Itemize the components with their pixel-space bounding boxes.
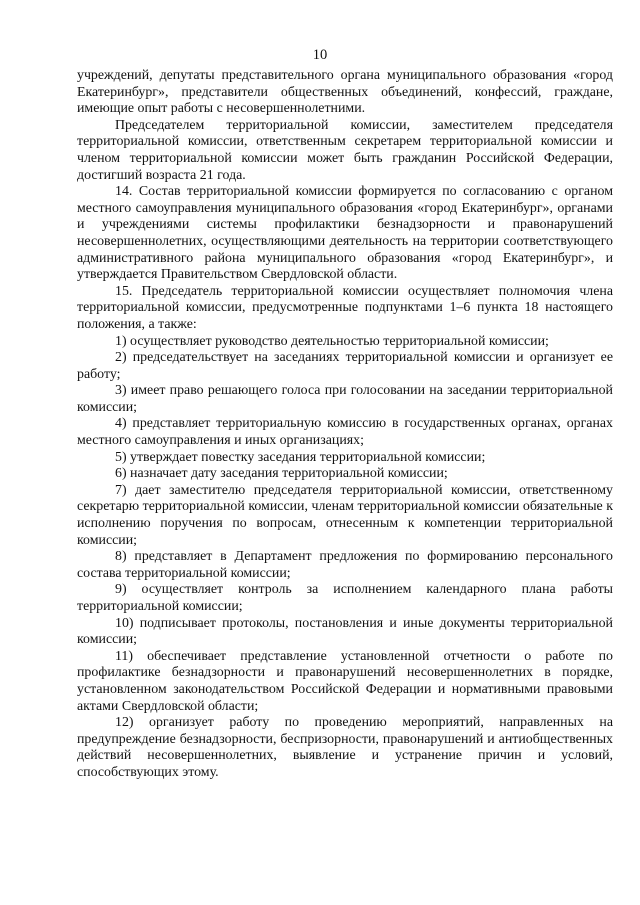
list-item: 11) обеспечивает представление установленной отчетности о работе по профилактике безнадзорности и правонарушений несовершеннолетних в порядке, установленном законодательством Российской Федерации и нормативными правовыми актами Свердловской области;	[77, 648, 613, 714]
list-item: 1) осуществляет руководство деятельностью территориальной комиссии;	[115, 333, 549, 349]
list-item: 7) дает заместителю председателя территориальной комиссии, ответственному секретарю территориальной комиссии, членам территориальной комиссии обязательные к исполнению поручения по вопросам, отнесенным к компетенции территориальной комиссии;	[77, 482, 613, 548]
list-item: 4) представляет территориальную комиссию в государственных органах, органах местного самоуправления и иных организациях;	[77, 416, 613, 449]
paragraph-commission-members: учреждений, депутаты представительного органа муниципального образования «город Екатеринбург», представители общественных объединений, конфессий, граждане, имеющие опыт работы с несовершеннолетними.	[77, 68, 613, 117]
document-body	[77, 68, 613, 782]
list-item: 5) утверждает повестку заседания территориальной комиссии;	[115, 449, 486, 465]
list-item: 12) организует работу по проведению мероприятий, направленных на предупреждение безнадзорности, беспризорности, правонарушений и антиобщественных действий несовершеннолетних, выявление и устранение причин и условий, способствующих этому.	[77, 715, 613, 780]
paragraph-clause-15: 15. Председатель территориальной комиссии осуществляет полномочия члена территориальной комиссии, предусмотренные подпунктами 1–6 пункта 18 настоящего положения, а также:	[77, 283, 613, 332]
list-item: 2) председательствует на заседаниях территориальной комиссии и организует ее работу;	[77, 350, 613, 382]
list-item: 10) подписывает протоколы, постановления и иные документы территориальной комиссии;	[77, 615, 613, 648]
list-item: 6) назначает дату заседания территориальной комиссии;	[115, 466, 448, 482]
page-number: 10	[312, 47, 328, 63]
list-item: 8) представляет в Департамент предложения по формированию персонального состава территориальной комиссии;	[77, 549, 613, 581]
paragraph-chairman-eligibility: Председателем территориальной комиссии, заместителем председателя территориальной комиссии, ответственным секретарем территориальной комиссии и членом территориальной комиссии может быть гражданин Российской Федерации, достигший возраста 21 года.	[77, 117, 613, 183]
chairman-powers-list	[77, 334, 613, 782]
paragraph-clause-14: 14. Состав территориальной комиссии формируется по согласованию с органом местного самоуправления муниципального образования «город Екатеринбург», органами и учреждениями системы профилактики безнадзорности и правонарушений несовершеннолетних, осуществляющими деятельность на территории соответствующего административного района муниципального образования «город Екатеринбург», и утверждается Правительством Свердловской области.	[77, 184, 613, 283]
list-item: 9) осуществляет контроль за исполнением календарного плана работы территориальной комиссии;	[77, 582, 613, 614]
list-item: 3) имеет право решающего голоса при голосовании на заседании территориальной комиссии;	[77, 383, 613, 415]
